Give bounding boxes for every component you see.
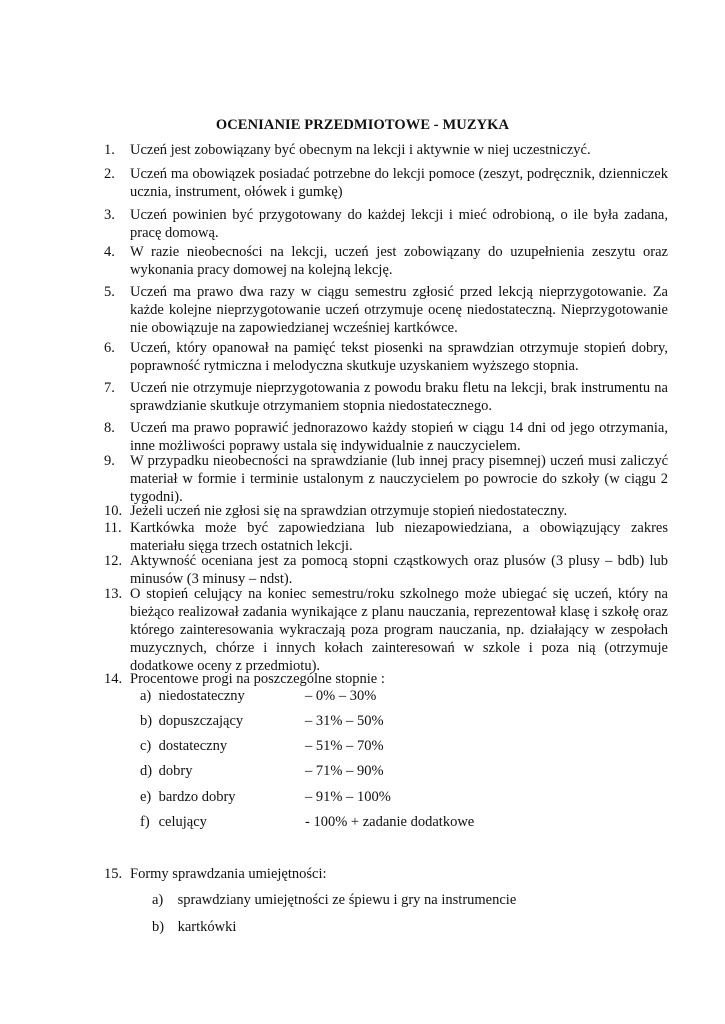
rule-number: 12.: [104, 553, 123, 569]
rule-item-2: [104, 165, 668, 201]
rule-text: O stopień celujący na koniec semestru/roku szkolnego może ubiegać się uczeń, który na bieżąco realizował zadania wynikające z planu nauczania, reprezentował klasę i szkołę oraz którego zainteresowania wykraczają poza program nauczania, np. działający w zespołach muzycznych, chórze i innych kołach zainteresowań w szkole i poza nią (otrzymuje dodatkowe oceny z przedmiotu).: [130, 586, 668, 674]
rule-number: 14.: [104, 671, 123, 687]
grade-row: [140, 813, 207, 831]
rule-number: 5.: [104, 284, 115, 300]
rule-text: Uczeń ma prawo poprawić jednorazowo każdy stopień w ciągu 14 dni od jego otrzymania, inne możliwości poprawy ustala się indywidualnie z nauczycielem.: [130, 420, 668, 454]
grade-name: bardzo dobry: [158, 789, 236, 805]
grade-row: [140, 762, 192, 780]
grade-letter: e): [140, 789, 152, 805]
grade-range: – 0% – 30%: [305, 688, 377, 704]
rule-number: 13.: [104, 586, 123, 602]
rule-item-5: [104, 283, 668, 337]
grade-range: - 100% + zadanie dodatkowe: [305, 814, 475, 830]
grade-letter: a): [140, 688, 152, 704]
rule-text: Formy sprawdzania umiejętności:: [130, 866, 327, 882]
grade-range: – 51% – 70%: [305, 738, 384, 754]
form-letter: b): [152, 919, 165, 935]
rule-text: Procentowe progi na poszczególne stopnie :: [130, 671, 385, 687]
rule-text: Uczeń powinien być przygotowany do każdej lekcji i mieć odrobioną, o ile była zadana, pracę domową.: [130, 207, 668, 241]
rule-item-8: [104, 419, 668, 455]
grade-name: dobry: [158, 763, 193, 779]
grade-row: [140, 737, 227, 755]
rule-number: 7.: [104, 380, 115, 396]
rule-item-4: [104, 243, 668, 279]
rule-text: Kartkówka może być zapowiedziana lub niezapowiedziana, a obowiązujący zakres materiału sięga trzech ostatnich lekcji.: [130, 520, 668, 554]
rule-text: Uczeń ma obowiązek posiadać potrzebne do lekcji pomoce (zeszyt, podręcznik, dzienniczek ucznia, instrument, ołówek i gumkę): [130, 166, 668, 200]
rule-number: 6.: [104, 340, 115, 356]
rule-item-11: [104, 519, 668, 555]
grade-row: [140, 687, 245, 705]
grade-name: niedostateczny: [158, 688, 245, 704]
assessment-form-item: [152, 891, 516, 909]
grade-letter: d): [140, 763, 153, 779]
rule-item-1: [104, 141, 668, 159]
rule-item-15: [104, 865, 668, 883]
rule-number: 3.: [104, 207, 115, 223]
grade-range: – 71% – 90%: [305, 763, 384, 779]
rule-text: W razie nieobecności na lekcji, uczeń jest zobowiązany do uzupełnienia zeszytu oraz wykonania pracy domowej na kolejną lekcję.: [130, 244, 668, 278]
rule-item-14: [104, 670, 668, 688]
rule-number: 8.: [104, 420, 115, 436]
grade-name: celujący: [158, 814, 207, 830]
grade-range: – 31% – 50%: [305, 713, 384, 729]
rule-item-9: [104, 452, 668, 506]
form-letter: a): [152, 892, 164, 908]
rule-item-10: [104, 502, 668, 520]
rule-item-7: [104, 379, 668, 415]
assessment-form-item: [152, 918, 236, 936]
grade-row: [140, 788, 236, 806]
rule-text: Uczeń ma prawo dwa razy w ciągu semestru zgłosić przed lekcją nieprzygotowanie. Za każde kolejne nieprzygotowanie uczeń otrzymuje ocenę niedostateczną. Nieprzygotowanie nie obowiązuje na zapowiedzianej wcześniej kartkówce.: [130, 284, 668, 336]
rule-number: 15.: [104, 866, 123, 882]
rule-number: 11.: [104, 520, 122, 536]
form-text: sprawdziany umiejętności ze śpiewu i gry na instrumencie: [177, 892, 517, 908]
grade-letter: b): [140, 713, 153, 729]
rule-item-6: [104, 339, 668, 375]
rule-item-13: [104, 585, 668, 675]
rule-number: 10.: [104, 503, 123, 519]
rule-text: Uczeń nie otrzymuje nieprzygotowania z powodu braku fletu na lekcji, brak instrumentu na sprawdzianie skutkuje otrzymaniem stopnia niedostatecznego.: [130, 380, 668, 414]
rule-number: 9.: [104, 453, 115, 469]
rule-text: Aktywność oceniana jest za pomocą stopni cząstkowych oraz plusów (3 plusy – bdb) lub minusów (3 minusy – ndst).: [130, 553, 668, 587]
rule-item-12: [104, 552, 668, 588]
rule-number: 1.: [104, 142, 115, 158]
grade-letter: f): [140, 814, 150, 830]
rule-number: 4.: [104, 244, 115, 260]
rule-text: Uczeń jest zobowiązany być obecnym na lekcji i aktywnie w niej uczestniczyć.: [130, 142, 591, 158]
grade-name: dopuszczający: [158, 713, 244, 729]
form-text: kartkówki: [177, 919, 237, 935]
grade-range: – 91% – 100%: [305, 789, 391, 805]
rule-number: 2.: [104, 166, 115, 182]
rule-item-3: [104, 206, 668, 242]
rule-text: Jeżeli uczeń nie zgłosi się na sprawdzian otrzymuje stopień niedostateczny.: [130, 503, 568, 519]
document-title: OCENIANIE PRZEDMIOTOWE - MUZYKA: [215, 117, 510, 133]
grade-name: dostateczny: [158, 738, 228, 754]
grade-row: [140, 712, 243, 730]
grade-letter: c): [140, 738, 152, 754]
rule-text: W przypadku nieobecności na sprawdzianie (lub innej pracy pisemnej) uczeń musi zaliczyć materiał w formie i terminie ustalonym z nauczycielem po powrocie do szkoły (w ciągu 2 tygodni).: [130, 453, 668, 505]
rule-text: Uczeń, który opanował na pamięć tekst piosenki na sprawdzian otrzymuje stopień dobry, poprawność rytmiczna i melodyczna skutkuje uzyskaniem wyższego stopnia.: [130, 340, 668, 374]
